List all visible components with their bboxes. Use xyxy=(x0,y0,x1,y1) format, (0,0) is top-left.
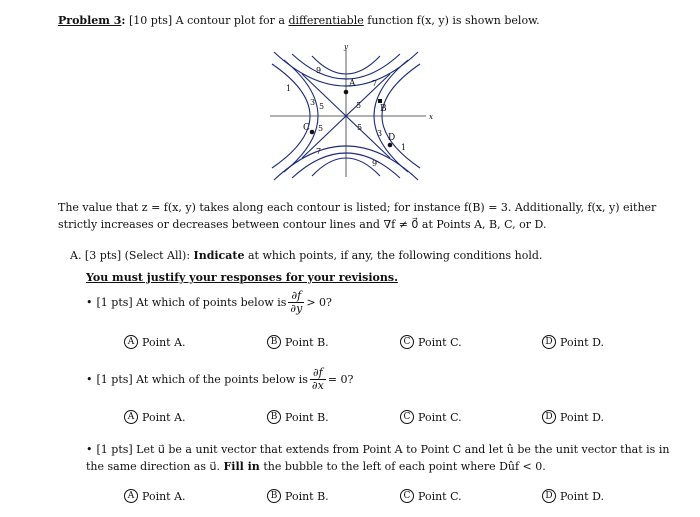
question-3-line-2 xyxy=(86,460,546,473)
bubble-a[interactable]: A xyxy=(124,335,138,349)
question-1-fraction: $\frac{\partial f}{\partial y}$ xyxy=(290,289,303,315)
question-1-pre: [1 pts] At which of points below is xyxy=(96,296,287,309)
bubble-b[interactable]: B xyxy=(267,489,281,503)
justify-note: You must justify your responses for your revisions. xyxy=(86,271,398,284)
contour-label: 3 xyxy=(377,129,383,138)
question-2: • [1 pts] At which of the points below is $\frac{\partial f}{\partial x}$ = 0? xyxy=(86,366,354,392)
description-line-2: strictly increases or decreases between contour lines and ∇f ≠ 0⃗ at Points A, B, C, or D. xyxy=(58,218,547,231)
q1-choice-b[interactable]: B Point B. xyxy=(267,335,329,349)
bubble-b[interactable]: B xyxy=(267,335,281,349)
point-b-marker xyxy=(378,99,382,103)
y-axis-label: y xyxy=(344,43,348,51)
x-axis-label: x xyxy=(429,113,433,121)
bubble-c[interactable]: C xyxy=(400,410,414,424)
q1-choice-c[interactable]: C Point C. xyxy=(400,335,462,349)
bubble-b[interactable]: B xyxy=(267,410,281,424)
q3-choice-d[interactable]: D Point D. xyxy=(542,489,604,503)
question-3-line-1-text: [1 pts] Let u⃗ be a unit vector that extends from Point A to Point C and let û be the unit vector that is in xyxy=(96,443,670,456)
q2-choice-a[interactable]: A Point A. xyxy=(124,410,186,424)
q2-choice-b[interactable]: B Point B. xyxy=(267,410,329,424)
question-2-fraction: $\frac{\partial f}{\partial x}$ xyxy=(311,366,324,392)
contour-label: 5 xyxy=(356,101,362,110)
q1-choice-d[interactable]: D Point D. xyxy=(542,335,604,349)
point-a-label: A xyxy=(349,79,356,89)
problem-points: [10 pts] xyxy=(128,14,173,27)
bubble-a[interactable]: A xyxy=(124,410,138,424)
point-d-marker xyxy=(388,143,393,148)
problem-intro-pre: A contour plot for a xyxy=(175,14,285,27)
q3-choice-b[interactable]: B Point B. xyxy=(267,489,329,503)
bubble-d[interactable]: D xyxy=(542,335,556,349)
problem-header: Problem 3: [10 pts] A contour plot for a differentiable function f(x, y) is shown below. xyxy=(58,14,540,27)
question-1-post: > 0? xyxy=(306,296,332,309)
bubble-c[interactable]: C xyxy=(400,335,414,349)
point-d-label: D xyxy=(388,133,396,143)
part-a-header xyxy=(70,249,542,262)
part-a-header-bold: Indicate xyxy=(193,249,245,262)
contour-label: 7 xyxy=(316,147,322,156)
point-a-marker xyxy=(344,90,349,95)
q2-choice-d[interactable]: D Point D. xyxy=(542,410,604,424)
part-a-header-post: at which points, if any, the following conditions hold. xyxy=(247,249,543,262)
question-2-post: = 0? xyxy=(327,373,354,386)
q3-choice-c[interactable]: C Point C. xyxy=(400,489,462,503)
point-c-label: C xyxy=(303,123,310,133)
contour-label: 9 xyxy=(316,66,322,75)
contour-label: 1 xyxy=(401,143,407,152)
question-3-line-2-post: the bubble to the left of each point where Dûf < 0. xyxy=(263,460,546,473)
q2-choice-c[interactable]: C Point C. xyxy=(400,410,462,424)
question-2-pre: [1 pts] At which of the points below is xyxy=(96,373,308,386)
bubble-d[interactable]: D xyxy=(542,410,556,424)
contour-label: 9 xyxy=(372,159,378,168)
q1-choice-a[interactable]: A Point A. xyxy=(124,335,186,349)
contour-label: 7 xyxy=(372,79,378,88)
contour-label: 5 xyxy=(318,124,324,133)
question-1: • [1 pts] At which of points below is $\frac{\partial f}{\partial y}$ > 0? xyxy=(86,289,332,315)
contour-label: 5 xyxy=(357,123,363,132)
problem-intro-post: function f(x, y) is shown below. xyxy=(367,14,540,27)
contour-plot xyxy=(262,42,442,184)
bubble-a[interactable]: A xyxy=(124,489,138,503)
q3-choice-a[interactable]: A Point A. xyxy=(124,489,186,503)
contour-label: 3 xyxy=(310,98,316,107)
part-a-header-pre: A. [3 pts] (Select All): xyxy=(70,249,191,262)
bubble-c[interactable]: C xyxy=(400,489,414,503)
description-line-1: The value that z = f(x, y) takes along each contour is listed; for instance f(B) = 3. Additionally, f(x, y) either xyxy=(58,201,657,214)
problem-label: Problem 3 xyxy=(58,14,122,27)
contour-label: 5 xyxy=(319,102,325,111)
question-3-line-1: • [1 pts] Let u⃗ be a unit vector that extends from Point A to Point C and let û be the unit vector that is in xyxy=(86,443,670,456)
bubble-d[interactable]: D xyxy=(542,489,556,503)
question-3-line-2-pre: the same direction as u⃗. xyxy=(86,460,220,473)
point-c-marker xyxy=(310,130,315,135)
question-3-line-2-bold: Fill in xyxy=(223,460,260,473)
contour-label: 1 xyxy=(286,84,292,93)
problem-intro-link: differentiable xyxy=(288,14,364,27)
point-b-label: B xyxy=(380,104,387,114)
